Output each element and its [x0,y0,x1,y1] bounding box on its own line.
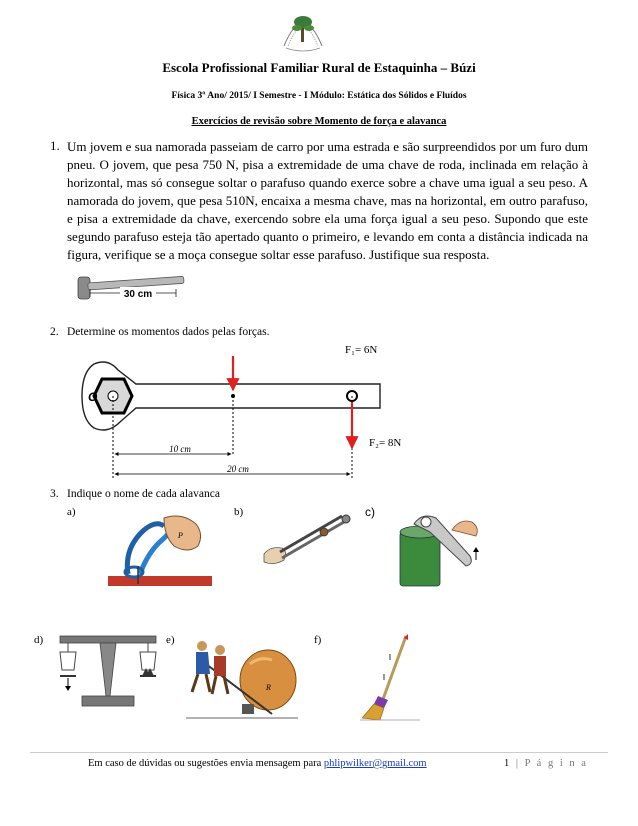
force-f1-label: F₁= 6N [345,344,378,356]
lever-d-balance-image [56,630,160,716]
page-number [504,758,588,769]
wrench-30cm-figure [76,274,188,304]
footer-text [88,758,427,769]
lever-a-pincer-image [104,508,216,592]
lever-label-c: c) [365,505,375,519]
svg-text:R: R [266,683,271,692]
page-number-value: 1 [504,758,512,769]
lever-label-f: f) [314,634,322,646]
wrench-moment-diagram [80,356,410,482]
q2-number: 2. [50,326,59,338]
q3-text: Indique o nome de cada alavanca [67,488,220,500]
page-word: | P á g i n a [511,758,588,769]
lever-label-a: a) [67,506,76,518]
lever-c-bottle-opener-image [396,510,486,590]
exercise-title: Exercícios de revisão sobre Momento de força e alavanca [191,116,447,127]
q2-text: Determine os momentos dados pelas forças. [67,326,270,338]
distance-10cm-label: 10 cm [169,444,191,454]
course-subtitle: Física 3º Ano/ 2015/ I Semestre - I Módulo: Estática dos Sólidos e Fluídos [171,91,467,101]
q1-number: 1. [50,138,60,153]
lever-label-d: d) [34,634,44,646]
lever-label-e: e) [166,634,175,646]
footer-message: Em caso de dúvidas ou sugestões envia mensagem para [88,758,324,769]
lever-f-broom-image [360,632,420,722]
school-logo-icon [272,6,334,54]
lever-label-b: b) [234,506,244,518]
distance-20cm-label: 20 cm [227,464,249,474]
footer-email-link[interactable]: phlipwilker@gmail.com [323,758,427,769]
wrench-distance-label: 30 cm [123,289,153,300]
lever-e-boulder-image [186,634,298,722]
q1-text: Um jovem e sua namorada passeiam de carro por uma estrada e são surpreendidos por um furo dum pneu. O jovem, que pesa 750 N, pisa a extremidade de uma chave de roda, inclinada em relação à horizontal, mas só consegue soltar o parafuso quando exerce sobre a chave uma igual a seu peso. A namorada do jovem, que pesa 510N, encaixa a mesma chave, mas na horizontal, em outro parafuso, e pisa a extremidade da chave, exercendo sobre ela uma força igual a seu peso. Supondo que este segundo parafuso esteja tão apertado quanto o primeiro, e levando em conta a distância indicada na figura, verifique se a moça consegue soltar esse parafuso. Justifique sua resposta. [67,139,588,262]
force-f2-label: F₂= 8N [369,437,402,449]
pivot-label: O [88,390,98,404]
q3-number: 3. [50,488,59,500]
lever-b-nutcracker-image [258,508,356,570]
svg-text:P: P [178,531,183,540]
footer-divider [30,752,608,753]
school-name: Escola Profissional Familiar Rural de Estaquinha – Búzi [162,60,476,75]
